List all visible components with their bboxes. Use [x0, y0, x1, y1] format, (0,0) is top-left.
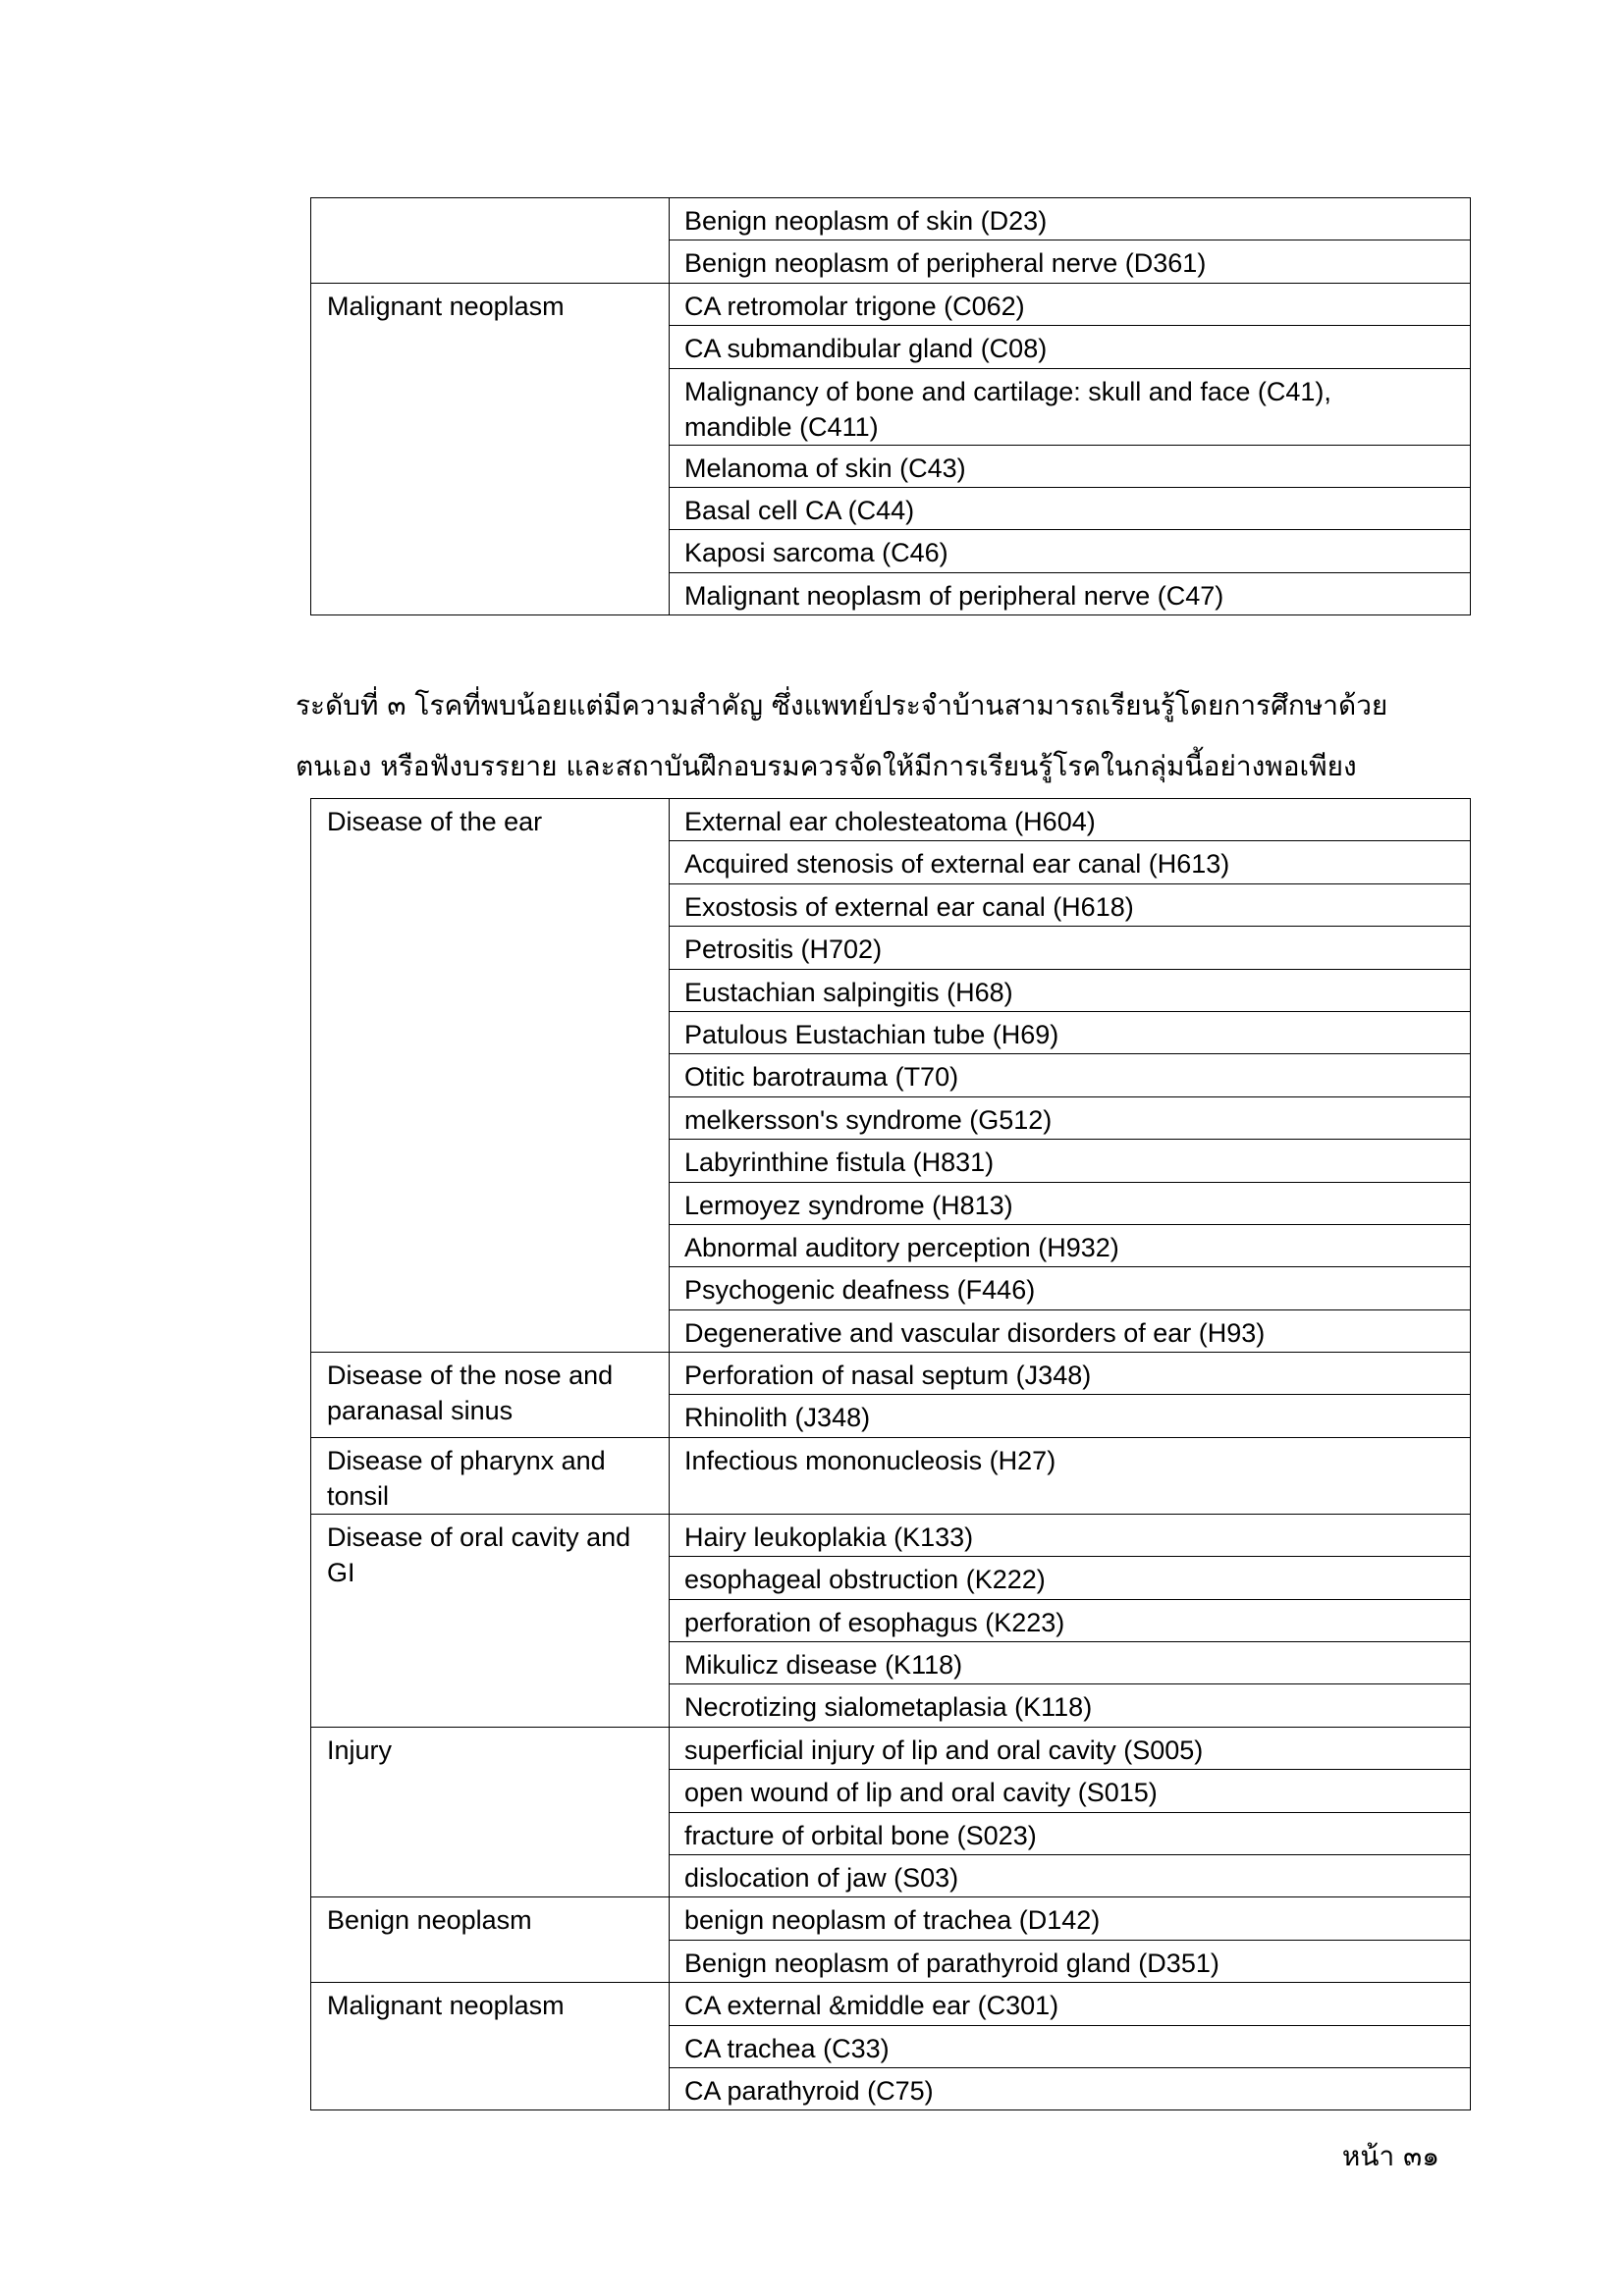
category-cell: Disease of the nose and paranasal sinus: [311, 1353, 670, 1438]
level3-description: [296, 675, 1387, 797]
paragraph-line: ระดับที่ ๓ โรคที่พบน้อยแต่มีความสำคัญ ซึ่งแพทย์ประจำบ้านสามารถเรียนรู้โดยการศึกษาด้วย: [296, 689, 1388, 721]
table-row: [311, 1983, 1471, 2025]
disease-cell: dislocation of jaw (S03): [670, 1854, 1471, 1896]
disease-cell: perforation of esophagus (K223): [670, 1599, 1471, 1641]
disease-cell: Benign neoplasm of peripheral nerve (D361): [670, 240, 1471, 283]
disease-cell: melkersson's syndrome (G512): [670, 1096, 1471, 1139]
table-row: [311, 799, 1471, 841]
disease-cell: CA submandibular gland (C08): [670, 326, 1471, 368]
disease-cell: Infectious mononucleosis (H27): [670, 1437, 1471, 1514]
disease-cell: CA retromolar trigone (C062): [670, 283, 1471, 325]
disease-cell: open wound of lip and oral cavity (S015): [670, 1770, 1471, 1812]
page-number: หน้า ๓๑: [1341, 2140, 1439, 2172]
disease-cell: Melanoma of skin (C43): [670, 445, 1471, 487]
disease-cell: Degenerative and vascular disorders of ear (H93): [670, 1309, 1471, 1352]
disease-cell: Patulous Eustachian tube (H69): [670, 1011, 1471, 1053]
disease-cell: Eustachian salpingitis (H68): [670, 969, 1471, 1011]
table-row: [311, 1437, 1471, 1514]
category-cell: Disease of oral cavity and GI: [311, 1514, 670, 1727]
table-row: [311, 1727, 1471, 1769]
category-cell: [311, 198, 670, 284]
disease-cell: Hairy leukoplakia (K133): [670, 1514, 1471, 1556]
disease-cell: Malignancy of bone and cartilage: skull and face (C41), mandible (C411): [670, 368, 1471, 445]
disease-cell: Petrositis (H702): [670, 927, 1471, 969]
disease-cell: Otitic barotrauma (T70): [670, 1054, 1471, 1096]
disease-cell: CA parathyroid (C75): [670, 2067, 1471, 2109]
disease-cell: benign neoplasm of trachea (D142): [670, 1897, 1471, 1940]
disease-cell: Labyrinthine fistula (H831): [670, 1140, 1471, 1182]
disease-cell: Benign neoplasm of parathyroid gland (D351): [670, 1940, 1471, 1982]
category-cell: Disease of pharynx and tonsil: [311, 1437, 670, 1514]
table-row: [311, 198, 1471, 240]
table-row: [311, 1897, 1471, 1940]
disease-cell: Kaposi sarcoma (C46): [670, 530, 1471, 572]
disease-cell: Basal cell CA (C44): [670, 487, 1471, 529]
table-row: [311, 1353, 1471, 1395]
category-cell: Benign neoplasm: [311, 1897, 670, 1983]
disease-cell: Rhinolith (J348): [670, 1395, 1471, 1437]
category-cell: Injury: [311, 1727, 670, 1897]
disease-cell: esophageal obstruction (K222): [670, 1557, 1471, 1599]
category-cell: Malignant neoplasm: [311, 283, 670, 614]
table-row: [311, 1514, 1471, 1556]
category-cell: Disease of the ear: [311, 799, 670, 1353]
disease-cell: Acquired stenosis of external ear canal (H613): [670, 841, 1471, 883]
disease-table-continued: [310, 197, 1471, 615]
disease-cell: CA external &middle ear (C301): [670, 1983, 1471, 2025]
disease-cell: Perforation of nasal septum (J348): [670, 1353, 1471, 1395]
disease-cell: Benign neoplasm of skin (D23): [670, 198, 1471, 240]
disease-cell: External ear cholesteatoma (H604): [670, 799, 1471, 841]
disease-cell: Malignant neoplasm of peripheral nerve (C47): [670, 572, 1471, 614]
disease-table-level3: [310, 798, 1471, 2110]
category-cell: Malignant neoplasm: [311, 1983, 670, 2110]
disease-cell: Exostosis of external ear canal (H618): [670, 883, 1471, 926]
disease-cell: Psychogenic deafness (F446): [670, 1267, 1471, 1309]
disease-cell: Mikulicz disease (K118): [670, 1642, 1471, 1684]
disease-cell: Abnormal auditory perception (H932): [670, 1224, 1471, 1266]
disease-cell: superficial injury of lip and oral cavity (S005): [670, 1727, 1471, 1769]
disease-cell: fracture of orbital bone (S023): [670, 1812, 1471, 1854]
disease-cell: Lermoyez syndrome (H813): [670, 1182, 1471, 1224]
paragraph-line: ตนเอง หรือฟังบรรยาย และสถาบันฝึกอบรมควรจัดให้มีการเรียนรู้โรคในกลุ่มนี้อย่างพอเพียง: [296, 750, 1357, 782]
disease-cell: Necrotizing sialometaplasia (K118): [670, 1684, 1471, 1727]
table-row: [311, 283, 1471, 325]
disease-cell: CA trachea (C33): [670, 2025, 1471, 2067]
